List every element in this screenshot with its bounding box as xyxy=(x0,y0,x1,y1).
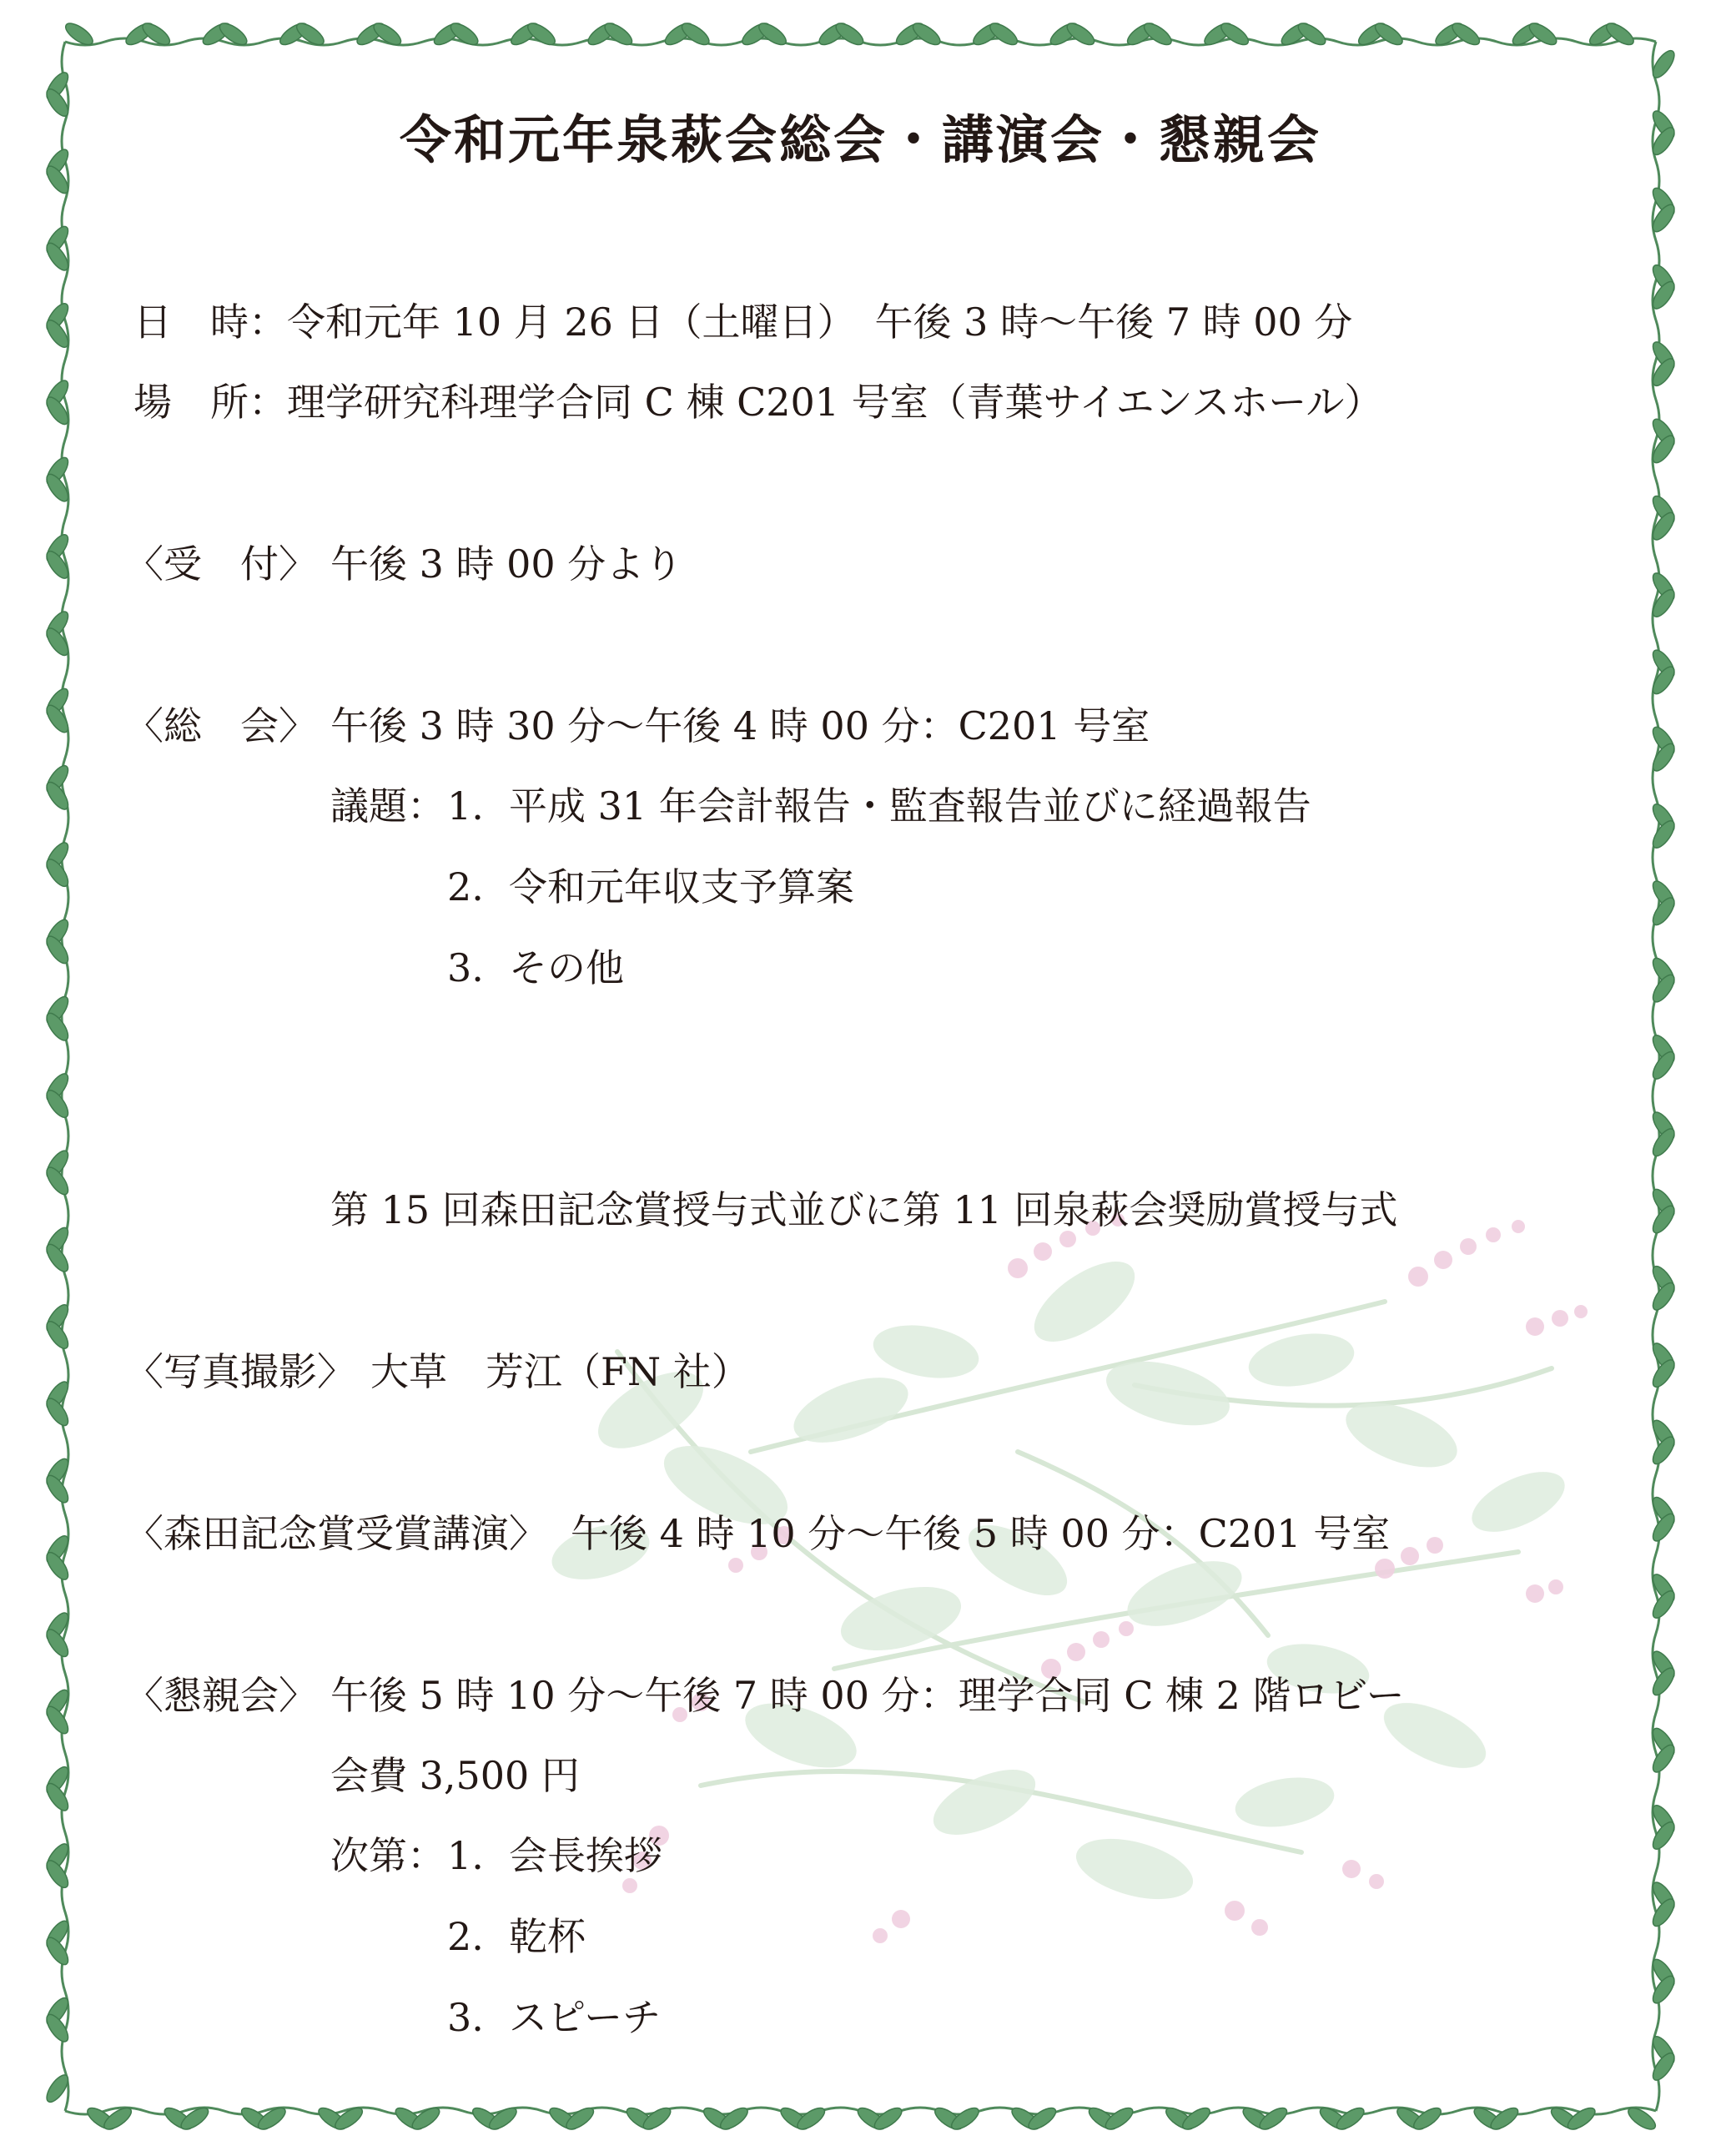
datetime-line: 日 時：令和元年 10 月 26 日（土曜日） 午後 3 時～午後 7 時 00 分 xyxy=(133,300,1353,345)
party-time-place: 午後 5 時 10 分～午後 7 時 00 分：理学合同 C 棟 2 階ロビー xyxy=(330,1673,1405,1718)
bush-clover-illustration-icon xyxy=(551,1201,1602,1952)
place-line: 場 所：理学研究科理学合同 C 棟 C201 号室（青葉サイエンスホール） xyxy=(133,380,1383,425)
program-item-number: 1. xyxy=(447,1833,484,1878)
program-item: 乾杯 xyxy=(509,1914,586,1959)
page-title: 令和元年泉萩会総会・講演会・懇親会 xyxy=(399,109,1321,170)
party-label: 〈懇親会〉 xyxy=(125,1673,317,1718)
agenda-item: 令和元年収支予算案 xyxy=(509,864,854,909)
award-ceremony-line: 第 15 回森田記念賞授与式並びに第 11 回泉萩会奨励賞授与式 xyxy=(330,1187,1398,1232)
program-item-number: 3. xyxy=(447,1995,484,2040)
lecture-time: 午後 4 時 10 分～午後 5 時 00 分：C201 号室 xyxy=(571,1511,1391,1556)
photographer-name: 大草 芳江（FN 社） xyxy=(370,1349,750,1394)
agenda-item-number: 1. xyxy=(447,783,484,829)
reception-time: 午後 3 時 00 分より xyxy=(330,542,683,587)
program-item: 会長挨拶 xyxy=(509,1833,662,1878)
photography-label: 〈写真撮影〉 xyxy=(125,1349,355,1394)
agenda-item-number: 3. xyxy=(447,945,484,990)
program-item-number: 2. xyxy=(447,1914,484,1959)
lecture-label: 〈森田記念賞受賞講演〉 xyxy=(125,1511,547,1556)
agenda-item: その他 xyxy=(509,945,624,990)
general-meeting-time: 午後 3 時 30 分～午後 4 時 00 分：C201 号室 xyxy=(330,703,1150,748)
agenda-item-number: 2. xyxy=(447,864,484,909)
agenda-label: 議題： xyxy=(330,783,445,829)
general-meeting-label: 〈総 会〉 xyxy=(125,703,317,748)
party-fee: 会費 3,500 円 xyxy=(330,1753,580,1798)
reception-label: 〈受 付〉 xyxy=(125,542,317,587)
program-item: スピーチ xyxy=(509,1995,662,2040)
agenda-item: 平成 31 年会計報告・監査報告並びに経過報告 xyxy=(509,783,1311,829)
program-label: 次第： xyxy=(330,1833,445,1878)
